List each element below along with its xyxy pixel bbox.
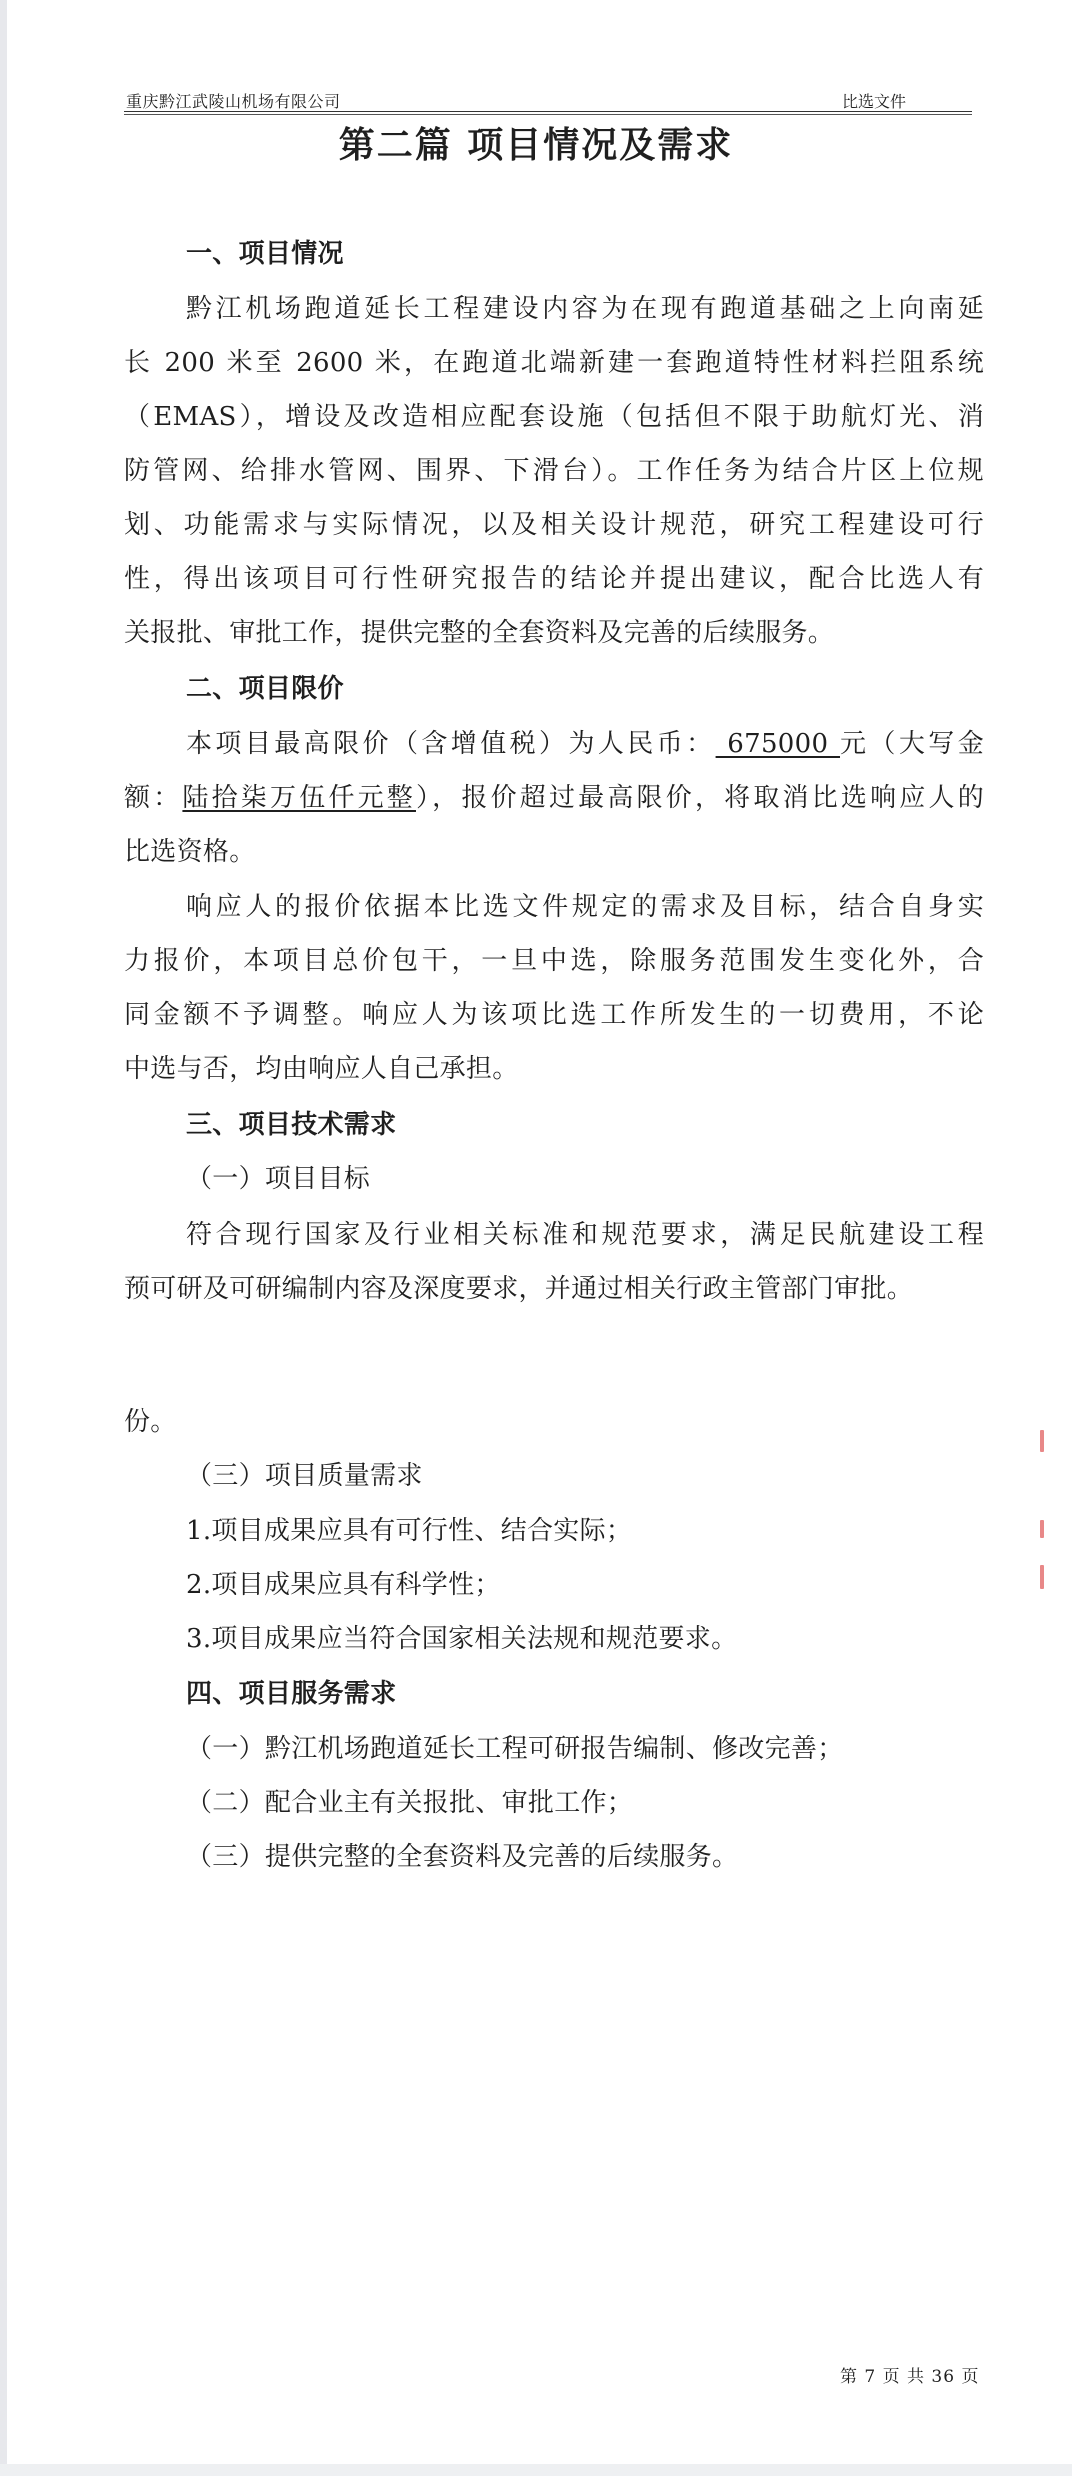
seal-fragment: [1040, 1430, 1044, 1452]
service-item: （二）配合业主有关报批、审批工作；: [186, 1788, 634, 1818]
section1-line: 长 200 米至 2600 米，在跑道北端新建一套跑道特性材料拦阻系统: [124, 348, 984, 378]
section2-para-line: 同金额不予调整。响应人为该项比选工作所发生的一切费用，不论: [124, 1000, 984, 1030]
header-doc-type: 比选文件: [842, 92, 907, 111]
quality-item: 1.项目成果应具有可行性、结合实际；: [186, 1516, 633, 1546]
section4-heading: 四、项目服务需求: [186, 1679, 397, 1709]
section1-line: 防管网、给排水管网、围界、下滑台）。工作任务为结合片区上位规: [124, 456, 984, 486]
section3-heading: 三、项目技术需求: [186, 1110, 397, 1140]
section3-sub1-line: 符合现行国家及行业相关标准和规范要求，满足民航建设工程: [186, 1220, 984, 1250]
seal-fragment: [1040, 1565, 1044, 1589]
page-title: 第二篇 项目情况及需求: [338, 124, 734, 166]
header-rule-thin: [124, 114, 972, 115]
section1-line: 关报批、审批工作，提供完整的全套资料及完善的后续服务。: [124, 618, 835, 648]
section3-sub1-line: 预可研及可研编制内容及深度要求，并通过相关行政主管部门审批。: [124, 1274, 914, 1304]
price-words-prefix: 额：: [124, 783, 183, 813]
price-line-2: [124, 781, 984, 815]
price-line-3: 比选资格。: [124, 837, 256, 867]
section1-line: （EMAS），增设及改造相应配套设施（包括但不限于助航灯光、消: [124, 402, 984, 432]
section1-line: 划、功能需求与实际情况，以及相关设计规范，研究工程建设可行: [124, 510, 984, 540]
header-company: 重庆黔江武陵山机场有限公司: [126, 92, 341, 111]
service-item: （一）黔江机场跑道延长工程可研报告编制、修改完善；: [186, 1734, 844, 1764]
section2-para-line: 中选与否，均由响应人自己承担。: [124, 1054, 519, 1084]
scan-page-edge: [0, 0, 7, 2476]
section1-heading: 一、项目情况: [186, 239, 344, 269]
header-rule: [124, 111, 972, 112]
price-prefix: 本项目最高限价（含增值税）为人民币：: [186, 729, 716, 759]
section2-para-line: 响应人的报价依据本比选文件规定的需求及目标，结合自身实: [186, 892, 984, 922]
price-suffix: 元（大写金: [840, 729, 984, 759]
price-words-suffix: ），报价超过最高限价，将取消比选响应人的: [415, 783, 984, 813]
scan-bottom-edge: [0, 2464, 1072, 2476]
price-amount: 675000: [715, 729, 841, 759]
seal-fragment: [1040, 1520, 1044, 1538]
page-number: 第 7 页 共 36 页: [840, 2367, 980, 2387]
price-line: [186, 727, 984, 761]
quality-item: 2.项目成果应具有科学性；: [186, 1570, 501, 1600]
cut-text: 份。: [124, 1407, 177, 1437]
service-item: （三）提供完整的全套资料及完善的后续服务。: [186, 1842, 739, 1872]
price-amount-words: 陆拾柒万伍仟元整: [182, 783, 416, 813]
section1-line: 黔江机场跑道延长工程建设内容为在现有跑道基础之上向南延: [186, 294, 984, 324]
section3-sub3: （三）项目质量需求: [186, 1461, 423, 1491]
section2-heading: 二、项目限价: [186, 674, 344, 704]
section1-line: 性，得出该项目可行性研究报告的结论并提出建议，配合比选人有: [124, 564, 984, 594]
section2-para-line: 力报价，本项目总价包干，一旦中选，除服务范围发生变化外，合: [124, 946, 984, 976]
quality-item: 3.项目成果应当符合国家相关法规和规范要求。: [186, 1624, 738, 1654]
section3-sub1: （一）项目目标: [186, 1164, 371, 1194]
